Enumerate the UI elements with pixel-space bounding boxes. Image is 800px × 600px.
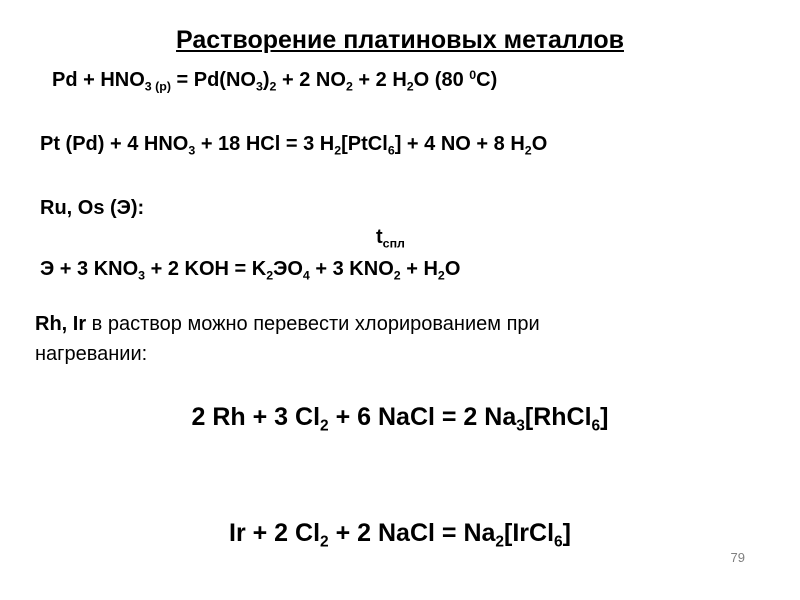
rh-ir-description-cont: нагревании: bbox=[35, 343, 148, 365]
rh-ir-description: Rh, Ir в раствор можно перевести хлорированием при bbox=[35, 313, 540, 335]
equation-ir-chlorination: Ir + 2 $Cl_2 + 2$ NaCl = $Na_2[IrCl_6]$ bbox=[229, 519, 571, 551]
equation-ru-os-fusion: Э + 3 $KNO_3 + 2$ KOH = $K_2ЭO_4 + 3$ $KNO_2 + H_2O$ bbox=[40, 258, 461, 283]
slide-title: Растворение платиновых металлов bbox=[176, 26, 624, 54]
equation-rh-chlorination: 2 Rh + 3 $Cl_2 + 6$ NaCl = 2 $Na_3[RhCl_6]$ bbox=[191, 403, 609, 435]
ru-os-heading: Ru, Os (Э): bbox=[40, 197, 145, 219]
fusion-temperature-label: $t_{спл}$ bbox=[376, 226, 405, 251]
equation-aqua-regia: Pt (Pd) + 4 $HNO_3 + 18$ HCl = 3 $H_2[PtCl_6] + 4$ NO + 8 $H_2O$ bbox=[40, 133, 548, 158]
page-number: 79 bbox=[730, 550, 745, 565]
equation-pd-hno3: $Pd + HNO_{3 (р)} = Pd(NO_3)_2 + 2$ $NO_2 + 2$ $H_2O$ (80 $^0$C) bbox=[52, 68, 498, 94]
